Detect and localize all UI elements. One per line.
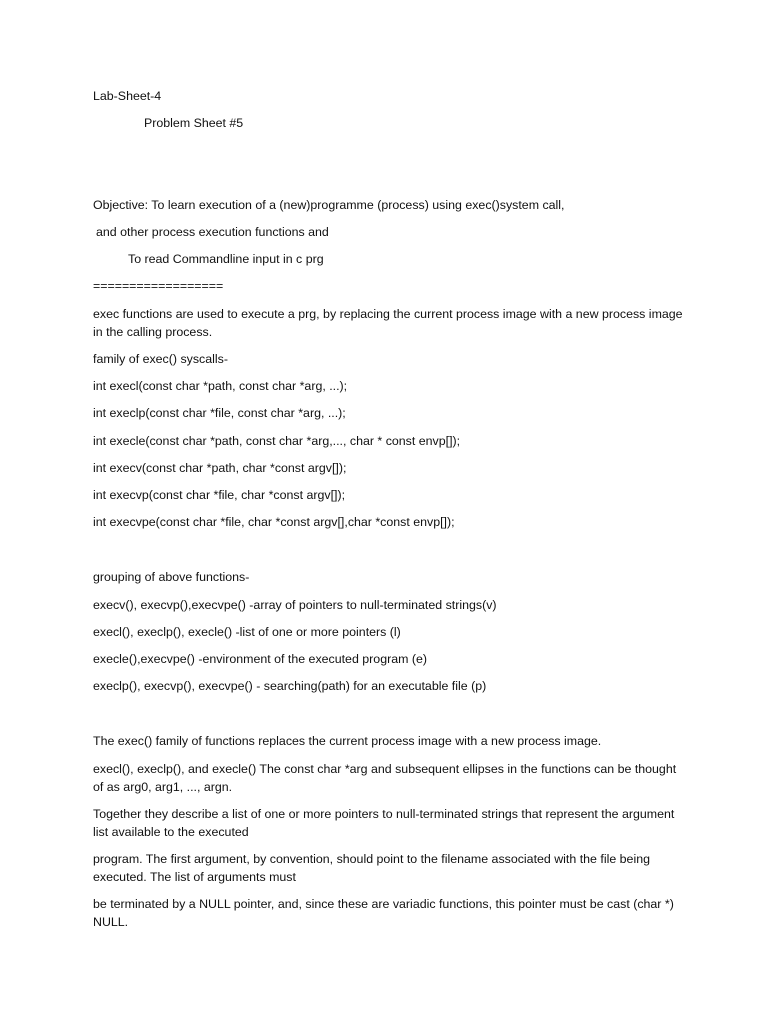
prototype-execl: int execl(const char *path, const char *arg, ...); [93,379,348,393]
grouping-item-p: execlp(), execvp(), execvpe() - searching(path) for an executable file (p) [93,679,487,693]
prototype-execvpe: int execvpe(const char *file, char *const argv[],char *const envp[]); [93,515,455,529]
objective-line-3: To read Commandline input in c prg [128,252,324,266]
prototype-execvp: int execvp(const char *file, char *const argv[]); [93,488,346,502]
prototype-execle: int execle(const char *path, const char *arg,..., char * const envp[]); [93,434,461,448]
separator-line: ================== [93,279,224,293]
details-paragraph-4: program. The first argument, by convention, should point to the filename associated with the file being executed. The list of arguments must [93,852,650,884]
grouping-item-e: execle(),execvpe() -environment of the executed program (e) [93,652,428,666]
grouping-heading: grouping of above functions- [93,570,250,584]
details-paragraph-5: be terminated by a NULL pointer, and, since these are variadic functions, this pointer must be cast (char *) NULL. [93,897,674,929]
details-paragraph-3: Together they describe a list of one or more pointers to null-terminated strings that represent the argument list available to the executed [93,807,675,839]
objective-line-1: Objective: To learn execution of a (new)programme (process) using exec()system call, [93,198,565,212]
exec-description: exec functions are used to execute a prg, by replacing the current process image with a new process image in the calling process. [93,307,683,339]
problem-sheet-title: Problem Sheet #5 [144,116,244,130]
objective-line-2: and other process execution functions and [96,225,329,239]
prototype-execlp: int execlp(const char *file, const char *arg, ...); [93,406,346,420]
details-paragraph-2: execl(), execlp(), and execle() The const char *arg and subsequent ellipses in the functions can be thought of as arg0, arg1, ..., argn. [93,762,677,794]
grouping-item-l: execl(), execlp(), execle() -list of one or more pointers (l) [93,625,401,639]
details-paragraph-1: The exec() family of functions replaces the current process image with a new process image. [93,734,602,748]
grouping-item-v: execv(), execvp(),execvpe() -array of pointers to null-terminated strings(v) [93,598,497,612]
lab-sheet-title: Lab-Sheet-4 [93,89,162,103]
prototype-execv: int execv(const char *path, char *const argv[]); [93,461,347,475]
family-heading: family of exec() syscalls- [93,352,228,366]
